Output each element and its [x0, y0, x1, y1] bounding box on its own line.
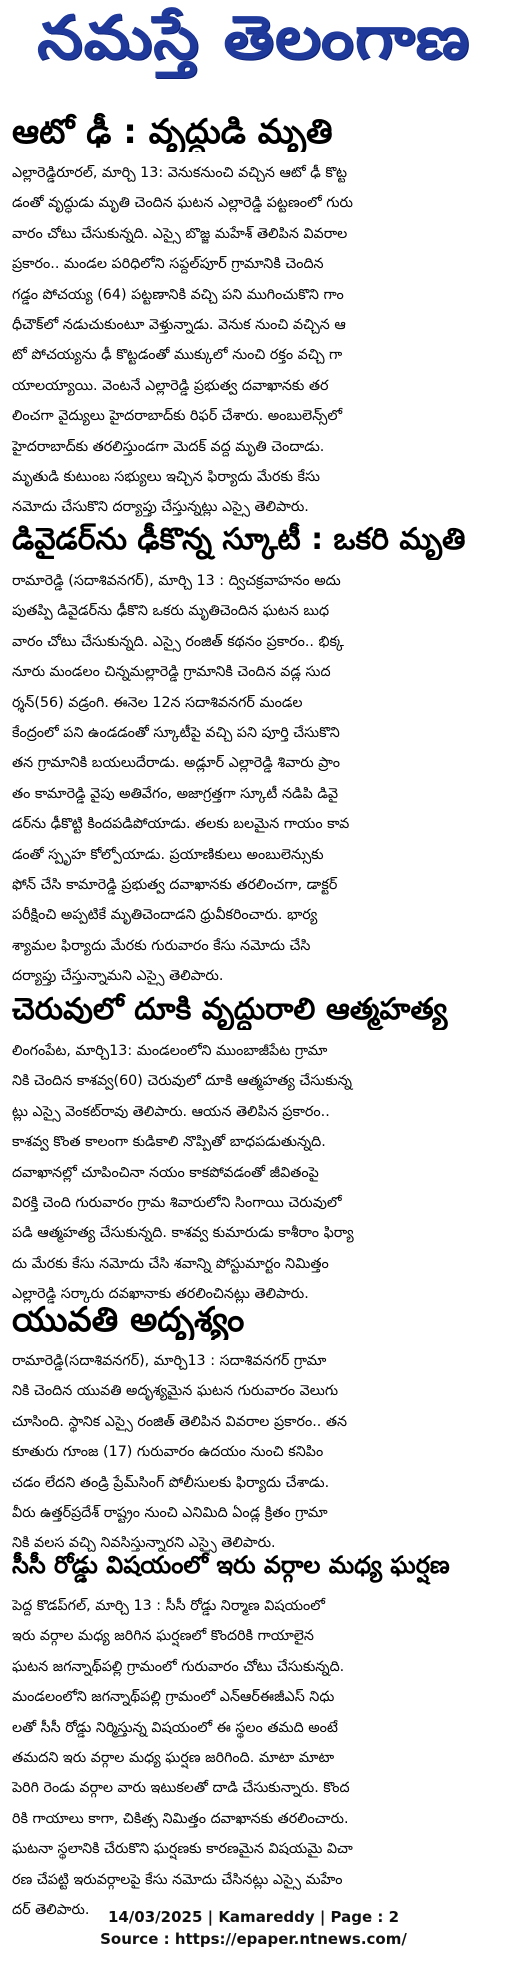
body-line: ర్శన్(56) వడ్రంగి. ఈనెల 12న సదాశివనగర్ మండల	[12, 694, 303, 711]
body-line: పుతప్పి డివైడర్‌ను ఢీకొని ఒకరు మృతిచెందిన ఘటన బుధ	[12, 603, 330, 620]
article-body	[12, 1346, 496, 1559]
body-line: లించగా వైద్యులు హైదరాబాద్‌కు రిఫర్ చేశారు. అంబులెన్స్‌లో	[12, 408, 343, 425]
body-line: ధీచౌక్‌లో నడుచుకుంటూ వెళ్తున్నాడు. వెనుక నుంచి వచ్చిన ఆ	[12, 317, 346, 334]
newspaper-title: నమస్తే తెలంగాణ	[36, 3, 471, 73]
footer-source-link[interactable]: Source : https://epaper.ntnews.com/	[100, 1930, 407, 1948]
body-line: దర్ తెలిపారు.	[12, 1902, 90, 1919]
body-line: విరక్తి చెంది గురువారం గ్రామ శివారులోని సింగాయి చెరువులో	[12, 1195, 342, 1212]
body-line: రణ చేపట్టి ఇరువర్గాలపై కేసు నమోదు చేసినట్లు ఎస్సై మహేం	[12, 1871, 343, 1888]
body-line: రామారెడ్డి(సదాశివనగర్), మార్చి13 : సదాశివనగర్ గ్రామా	[12, 1353, 327, 1369]
body-line: దర్యాప్తు చేస్తున్నామని ఎస్సై తెలిపారు.	[12, 968, 224, 985]
body-line: ఘటనా స్థలానికి చేరుకొని ఘర్షణకు కారణమైన విషయమై విచా	[12, 1841, 353, 1858]
body-line: వారం చోటు చేసుకున్నది. ఎస్సై రంజిత్ కథనం ప్రకారం.. భిక్క	[12, 633, 344, 650]
body-line: డర్‌ను ఢీకొట్టి కిందపడిపోయాడు. తలకు బలమైన గాయం కావ	[12, 816, 350, 833]
masthead	[0, 0, 507, 90]
body-line: తమదని ఇరు వర్గాల మధ్య ఘర్షణ జరిగింది. మాటా మాటా	[12, 1750, 335, 1767]
article-body	[12, 1036, 496, 1310]
body-line: ప్రకారం.. మండల పరిధిలోని సప్దల్‌పూర్ గ్రామానికి చెందిన	[12, 256, 324, 273]
body-line: నికి చెందిన కాశవ్వ(60) చెరువులో దూకి ఆత్మహత్య చేసుకున్న	[12, 1073, 352, 1090]
article-missing-girl	[12, 1300, 496, 1559]
article-body	[12, 158, 496, 523]
body-line: నూరు మండలం చిన్నమల్లారెడ్డి గ్రామానికి చెందిన వడ్ల సుద	[12, 664, 331, 681]
body-line: ఇరు వర్గాల మధ్య జరిగిన ఘర్షణలో కొందరికి గాయాలైన	[12, 1628, 314, 1645]
body-line: కాశవ్వ కొంత కాలంగా కుడికాలి నొప్పితో బాధపడుతున్నది.	[12, 1134, 326, 1151]
body-line: మృతుడి కుటుంబ సభ్యులు ఇచ్చిన ఫిర్యాదు మేరకు కేసు	[12, 469, 320, 486]
body-line: కూతురు గూంజ (17) గురువారం ఉదయం నుంచి కనిపిం	[12, 1444, 324, 1461]
body-line: పడి ఆత్మహత్య చేసుకున్నది. కాశవ్వ కుమారుడు కాశీరాం ఫిర్యా	[12, 1225, 354, 1242]
body-line: కేంద్రంలో పని ఉండడంతో స్కూటీపై వచ్చి పని పూర్తి చేసుకొని	[12, 725, 340, 742]
body-line: చూసింది. స్థానిక ఎస్సై రంజిత్ తెలిపిన వివరాల ప్రకారం.. తన	[12, 1413, 348, 1430]
headline: యువతి అదృశ్యం	[12, 1300, 245, 1340]
article-scooty-divider	[12, 520, 496, 992]
body-line: పరీక్షించి అప్పటికే మృతిచెందాడని ధ్రువీకరించారు. భార్య	[12, 907, 318, 924]
body-line: రికి గాయాలు కాగా, చికిత్స నిమిత్తం దవాఖానకు తరలించారు.	[12, 1810, 349, 1827]
body-line: ట్లు ఎస్సై వెంకట్‌రావు తెలిపారు. ఆయన తెలిపిన ప్రకారం..	[12, 1103, 330, 1120]
body-line: డంతో స్పృహ కోల్పోయాడు. ప్రయాణికులు అంబులెన్సుకు	[12, 846, 324, 863]
body-line: నికి వలస వచ్చి నివసిస్తున్నారని ఎస్సై తెలిపారు.	[12, 1535, 276, 1552]
body-line: దవాఖానల్లో చూపించినా నయం కాకపోవడంతో జీవితంపై	[12, 1164, 319, 1181]
body-line: ఎల్లారెడ్డి సర్కారు దవఖానాకు తరలించినట్లు తెలిపారు.	[12, 1286, 309, 1303]
body-line: తం కామారెడ్డి వైపు అతివేగం, అజాగ్రత్తగా స్కూటీ నడిపి డివై	[12, 785, 339, 802]
body-line: గడ్డం పోచయ్య (64) పట్టణానికి వచ్చి పని ముగించుకొని గాం	[12, 286, 344, 303]
headline: సీసీ రోడ్డు విషయంలో ఇరు వర్గాల మధ్య ఘర్షణ	[12, 1551, 450, 1579]
body-line: శ్యామల ఫిర్యాదు మేరకు గురువారం కేసు నమోదు చేసి	[12, 937, 311, 954]
footer-edition-info: 14/03/2025 | Kamareddy | Page : 2	[107, 1908, 400, 1926]
body-line: ఎల్లారెడ్డిరూరల్, మార్చి 13: వెనుకనుంచి వచ్చిన ఆటో ఢీ కొట్ట	[12, 165, 348, 181]
body-line: వీరు ఉత్తర్‌ప్రదేశ్ రాష్ట్రం నుంచి ఎనిమిది ఏండ్ల క్రితం గ్రామా	[12, 1505, 328, 1522]
body-line: ఫోన్ చేసి కామారెడ్డి ప్రభుత్వ దవాఖానకు తరలించగా, డాక్టర్	[12, 877, 338, 894]
body-line: యాలయ్యాయి. వెంటనే ఎల్లారెడ్డి ప్రభుత్వ దవాఖానకు తర	[12, 377, 329, 394]
body-line: మండలంలోని జగన్నాథ్‌పల్లి గ్రామంలో ఎన్ఆర్ఈజీఎస్ నిధు	[12, 1689, 335, 1706]
body-line: నమోదు చేసుకొని దర్యాప్తు చేస్తున్నట్లు ఎస్సై తెలిపారు.	[12, 499, 309, 516]
article-cc-road-clash	[12, 1545, 496, 1925]
body-line: నికి చెందిన యువతి అదృశ్యమైన ఘటన గురువారం వెలుగు	[12, 1383, 339, 1400]
body-line: పెరిగి రెండు వర్గాల వారు ఇటుకలతో దాడి చేసుకున్నారు. కొంద	[12, 1780, 350, 1797]
article-body	[12, 1591, 496, 1925]
body-line: రామారెడ్డి (సదాశివనగర్), మార్చి 13 : ద్విచక్రవాహనం అదు	[12, 573, 341, 589]
body-line: చడం లేదని తండ్రి ప్రేమ్‌సింగ్ పోలీసులకు ఫిర్యాదు చేశాడు.	[12, 1474, 330, 1491]
body-line: దు మేరకు కేసు నమోదు చేసి శవాన్ని పోస్టుమార్టం నిమిత్తం	[12, 1255, 329, 1272]
article-auto-accident	[12, 112, 496, 523]
body-line: తన గ్రామానికి బయలుదేరాడు. అడ్లూర్ ఎల్లారెడ్డి శివారు ప్రాం	[12, 755, 341, 772]
body-line: డంతో వృద్ధుడు మృతి చెందిన ఘటన ఎల్లారెడ్డి పట్టణంలో గురు	[12, 195, 353, 212]
article-body	[12, 566, 496, 992]
body-line: టో పోచయ్యను ఢీ కొట్టడంతో ముక్కులో నుంచి రక్తం వచ్చి గా	[12, 347, 343, 364]
article-pond-suicide	[12, 990, 496, 1310]
body-line: హైదరాబాద్‌కు తరలిస్తుండగా మెదక్ వద్ద మృతి చెందాడు.	[12, 438, 325, 455]
body-line: ఘటన జగన్నాథ్‌పల్లి గ్రామంలో గురువారం చోటు చేసుకున్నది.	[12, 1658, 345, 1675]
headline: ఆటో ఢీ : వృద్ధుడి మృతి	[12, 112, 333, 152]
body-line: పెద్ద కొడప్‌గల్, మార్చి 13 : సీసీ రోడ్డు నిర్మాణ విషయంలో	[12, 1598, 325, 1614]
body-line: వారం చోటు చేసుకున్నది. ఎస్సై బొజ్జ మహేశ్ తెలిపిన వివరాల	[12, 225, 348, 242]
page-footer	[0, 1906, 507, 1950]
body-line: లతో సీసీ రోడ్డు నిర్మిస్తున్న విషయంలో ఈ స్థలం తమది అంటే	[12, 1719, 338, 1736]
headline: చెరువులో దూకి వృద్ధురాలి ఆత్మహత్య	[12, 992, 448, 1027]
headline: డివైడర్‌ను ఢీకొన్న స్కూటీ : ఒకరి మృతి	[12, 522, 466, 557]
body-line: లింగంపేట, మార్చి13: మండలంలోని ముంబాజీపేట గ్రామా	[12, 1043, 328, 1059]
